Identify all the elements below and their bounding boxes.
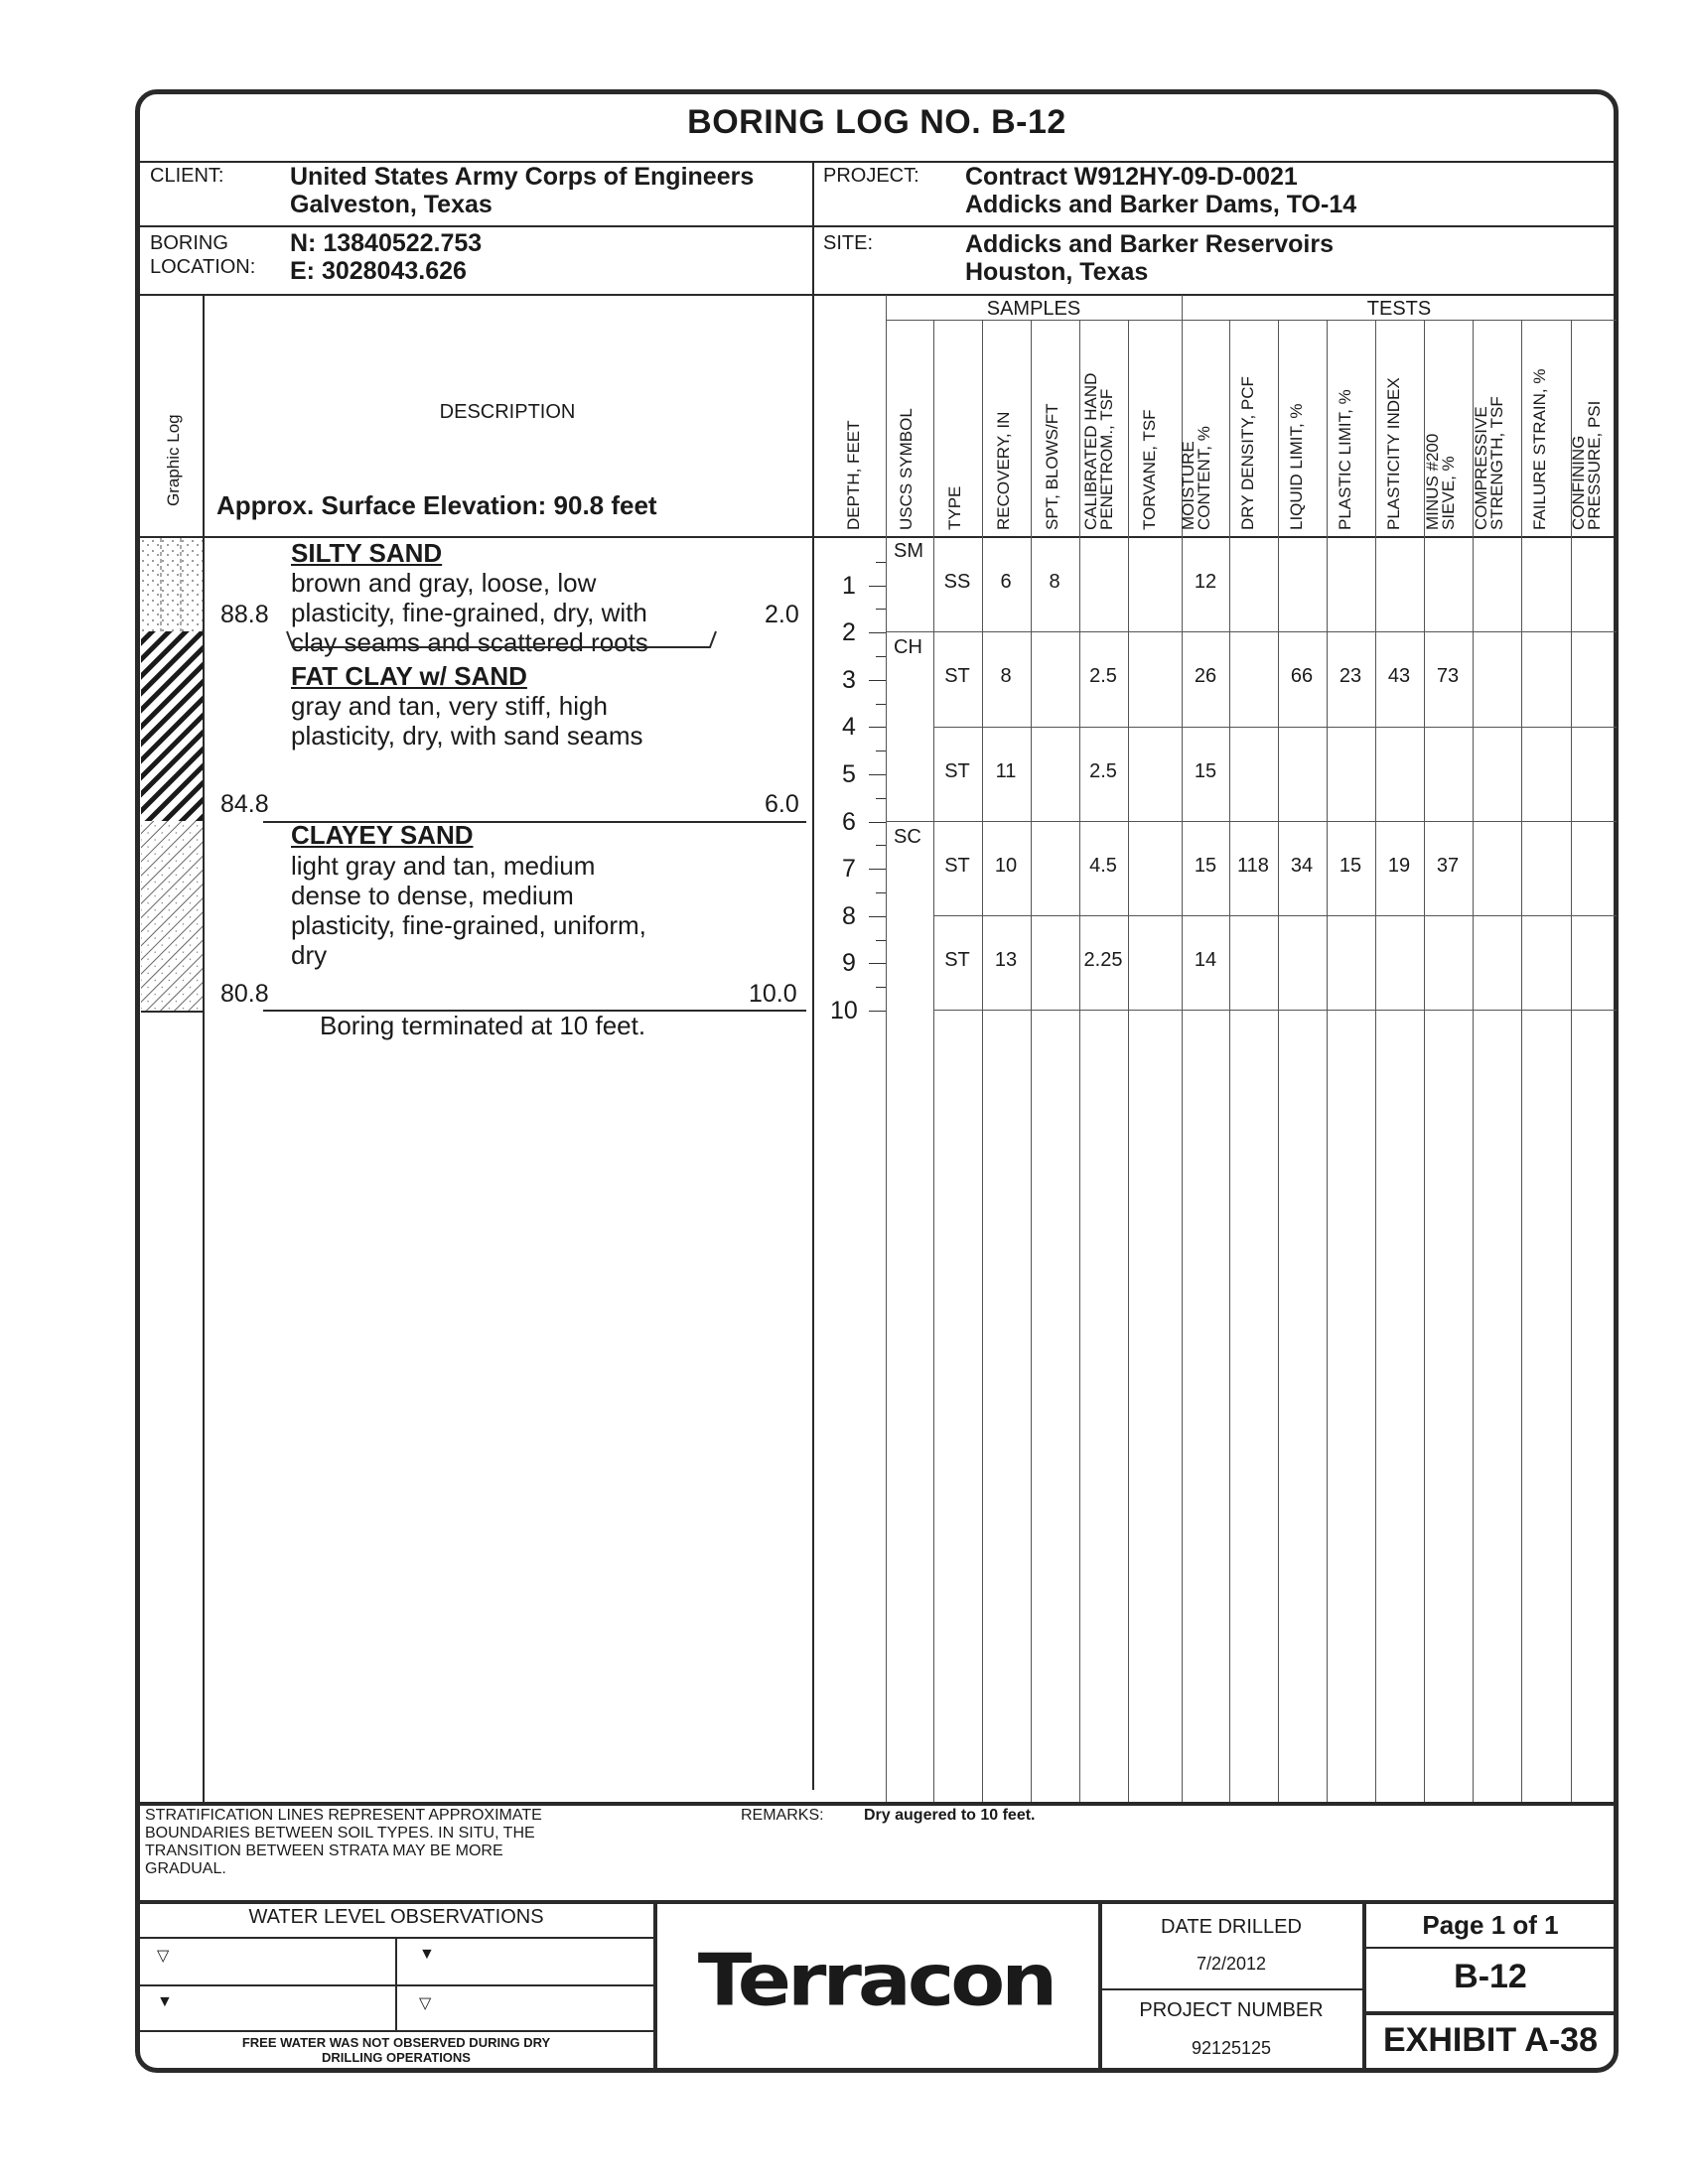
- site-name: Addicks and Barker Reservoirs: [965, 230, 1335, 258]
- divider: [203, 295, 205, 1803]
- sample-pl: 15: [1339, 854, 1362, 877]
- stratum-desc-line: dense to dense, medium: [291, 881, 574, 910]
- boring-location-label: [150, 231, 255, 279]
- uscs-symbol: SM: [894, 540, 923, 562]
- column-line: [933, 321, 934, 1802]
- divider: [1364, 2011, 1617, 2015]
- column-line: [1229, 321, 1230, 1802]
- surface-elevation: Approx. Surface Elevation: 90.8 feet: [216, 490, 657, 520]
- sample-calib: 4.5: [1089, 854, 1117, 877]
- depth-tick: [869, 822, 886, 823]
- easting: E: 3028043.626: [290, 257, 467, 285]
- client-name: United States Army Corps of Engineers: [290, 163, 755, 191]
- depth-label: 4: [842, 713, 856, 742]
- recovery-header: RECOVERY, IN: [994, 411, 1013, 530]
- divider: [1100, 1988, 1362, 1990]
- note-line: GRADUAL.: [145, 1860, 226, 1877]
- water-level-icon: ▼: [157, 1993, 173, 2010]
- depth-tick: [869, 916, 886, 917]
- water-level-icon: ▽: [157, 1948, 170, 1965]
- stratum-name: FAT CLAY w/ SAND: [291, 661, 527, 691]
- depth-tick: [869, 963, 886, 964]
- sample-calib: 2.5: [1089, 759, 1117, 782]
- boundary-line: [287, 631, 716, 647]
- column-line: [1571, 321, 1572, 1802]
- samples-header: SAMPLES: [986, 298, 1081, 320]
- failure-strain-header: FAILURE STRAIN, %: [1530, 368, 1549, 530]
- divider: [886, 821, 933, 822]
- divider: [139, 294, 1615, 296]
- stratum-bottom-depth: 10.0: [749, 980, 797, 1008]
- column-line: [1473, 321, 1474, 1802]
- liquid-limit-header: LIQUID LIMIT, %: [1287, 403, 1306, 530]
- sample-moisture: 14: [1194, 948, 1217, 971]
- confining-header-line1: CONFINING: [1569, 435, 1588, 530]
- depth-label: 6: [842, 807, 856, 836]
- stratum-bottom-depth: 6.0: [765, 790, 799, 818]
- sample-calib: 2.5: [1089, 665, 1117, 687]
- project-label: PROJECT:: [823, 165, 919, 187]
- sample-pi: 19: [1387, 854, 1411, 877]
- exhibit-number: EXHIBIT A-38: [1382, 2021, 1598, 2059]
- uscs-symbol: CH: [894, 636, 922, 658]
- divider: [139, 1802, 1615, 1806]
- northing: N: 13840522.753: [290, 229, 483, 257]
- stratification-note: [145, 1807, 645, 1878]
- sample-minus200: 73: [1436, 665, 1460, 687]
- remarks-label: REMARKS:: [741, 1807, 824, 1824]
- moisture-header-line1: MOISTURE: [1179, 441, 1198, 530]
- stratum-bottom-elevation: 84.8: [220, 790, 269, 818]
- stratum-desc-line: light gray and tan, medium: [291, 851, 596, 881]
- calibrated-header-line1: CALIBRATED HAND: [1081, 372, 1100, 530]
- project-number-label: PROJECT NUMBER: [1139, 1999, 1324, 2021]
- sample-moisture: 15: [1194, 759, 1217, 782]
- sample-recovery: 6: [1000, 571, 1012, 593]
- sample-recovery: 8: [1000, 665, 1012, 687]
- remarks: Dry augered to 10 feet.: [864, 1807, 1036, 1824]
- column-line: [1079, 321, 1080, 1802]
- spt-header: SPT, BLOWS/FT: [1043, 403, 1061, 530]
- row-line: [933, 821, 1617, 822]
- sample-moisture: 26: [1194, 665, 1217, 687]
- minus200-header-line1: MINUS #200: [1423, 433, 1442, 530]
- sample-pi: 43: [1387, 665, 1411, 687]
- plasticity-index-header: PLASTICITY INDEX: [1384, 377, 1403, 530]
- sample-ll: 34: [1290, 854, 1314, 877]
- depth-tick: [876, 940, 886, 941]
- calibrated-header: [1083, 373, 1115, 530]
- column-line: [1128, 321, 1129, 1802]
- clayey-sand-pattern: [141, 821, 203, 1011]
- divider: [886, 631, 933, 632]
- depth-header: DEPTH, FEET: [844, 420, 863, 530]
- location-label: LOCATION:: [150, 256, 256, 278]
- sample-moisture: 15: [1194, 854, 1217, 877]
- row-line: [933, 631, 1617, 632]
- fat-clay-pattern: [141, 631, 203, 821]
- boring-id: B-12: [1454, 1958, 1527, 1995]
- boring-label: BORING: [150, 232, 228, 254]
- torvane-header: TORVANE, TSF: [1140, 409, 1159, 530]
- stratum-desc-line: gray and tan, very stiff, high: [291, 691, 608, 721]
- client-label: CLIENT:: [150, 165, 224, 187]
- column-line: [1521, 321, 1522, 1802]
- minus200-header: [1425, 434, 1457, 530]
- stratum-desc-line: dry: [291, 940, 328, 970]
- depth-tick: [869, 1011, 886, 1012]
- stratum-desc-line: clay seams and scattered roots: [291, 627, 648, 657]
- sample-type: ST: [944, 854, 970, 877]
- divider: [139, 2030, 653, 2032]
- termination-note: Boring terminated at 10 feet.: [320, 1011, 646, 1040]
- page-title: BORING LOG NO. B-12: [687, 103, 1066, 141]
- stratum-name: SILTY SAND: [291, 538, 443, 568]
- depth-tick: [876, 562, 886, 563]
- depth-tick: [869, 774, 886, 775]
- stratum-desc-line: brown and gray, loose, low: [291, 568, 597, 598]
- water-note-line: FREE WATER WAS NOT OBSERVED DURING DRY: [241, 2035, 551, 2050]
- date-drilled: 7/2/2012: [1196, 1954, 1267, 1974]
- water-note: [139, 2035, 653, 2065]
- stratum-desc-line: plasticity, fine-grained, uniform,: [291, 910, 646, 940]
- depth-label: 8: [842, 901, 856, 930]
- column-line: [1424, 321, 1425, 1802]
- compressive-header-line1: COMPRESSIVE: [1472, 406, 1490, 530]
- row-line: [933, 727, 1617, 728]
- sample-recovery: 10: [994, 854, 1018, 877]
- divider: [395, 1937, 397, 2030]
- divider: [1364, 1947, 1617, 1949]
- divider: [653, 1902, 657, 2071]
- tests-header: TESTS: [1366, 298, 1432, 320]
- depth-tick: [869, 632, 886, 633]
- depth-tick: [876, 845, 886, 846]
- sample-recovery: 13: [994, 948, 1018, 971]
- plastic-limit-header: PLASTIC LIMIT, %: [1336, 389, 1354, 530]
- water-level-icon: ▼: [419, 1946, 435, 1963]
- column-line: [982, 321, 983, 1802]
- sample-ll: 66: [1290, 665, 1314, 687]
- stratum-name: CLAYEY SAND: [291, 820, 474, 850]
- column-line: [1278, 321, 1279, 1802]
- confining-header: [1571, 401, 1603, 530]
- water-note-line: DRILLING OPERATIONS: [322, 2050, 471, 2065]
- depth-label: 2: [842, 618, 856, 647]
- depth-label: 10: [830, 997, 858, 1024]
- sample-spt: 8: [1049, 571, 1060, 593]
- column-line: [1375, 321, 1376, 1802]
- stratum-desc-line: plasticity, fine-grained, dry, with: [291, 598, 647, 627]
- sample-recovery: 11: [995, 759, 1017, 782]
- sample-pl: 23: [1339, 665, 1362, 687]
- divider: [141, 1011, 203, 1013]
- depth-tick: [869, 869, 886, 870]
- column-line: [1327, 321, 1328, 1802]
- stratum-bottom-depth: 2.0: [765, 601, 799, 628]
- stratum-bottom-elevation: 80.8: [220, 980, 269, 1008]
- depth-tick: [876, 704, 886, 705]
- compressive-header-line2: STRENGTH, TSF: [1487, 396, 1506, 530]
- page-indicator: Page 1 of 1: [1422, 1910, 1559, 1940]
- type-header: TYPE: [945, 485, 964, 530]
- depth-tick: [869, 586, 886, 587]
- project-name: Addicks and Barker Dams, TO-14: [965, 191, 1357, 218]
- row-line: [933, 915, 1617, 916]
- row-line: [933, 1010, 1617, 1011]
- depth-tick: [876, 609, 886, 610]
- strata-boundaries: [204, 538, 812, 1015]
- client-location: Galveston, Texas: [290, 191, 493, 218]
- divider: [139, 1900, 1615, 1904]
- sample-type: ST: [944, 759, 970, 782]
- description-header: DESCRIPTION: [439, 401, 576, 423]
- silty-sand-pattern: [141, 538, 203, 631]
- sample-calib: 2.25: [1083, 948, 1123, 971]
- sample-dry-density: 118: [1237, 854, 1269, 877]
- divider: [812, 162, 814, 1790]
- stratum-desc-line: plasticity, dry, with sand seams: [291, 721, 643, 751]
- calibrated-header-line2: PENETROM., TSF: [1097, 388, 1116, 530]
- depth-label: 1: [842, 571, 856, 600]
- graphic-log: [141, 538, 203, 1011]
- stratum-bottom-elevation: 88.8: [220, 601, 269, 628]
- moisture-header: [1181, 426, 1212, 530]
- depth-label: 3: [842, 665, 856, 694]
- water-level-title: WATER LEVEL OBSERVATIONS: [248, 1906, 544, 1928]
- compressive-header: [1474, 396, 1505, 530]
- note-line: TRANSITION BETWEEN STRATA MAY BE MORE: [145, 1843, 503, 1859]
- uscs-symbol: SC: [894, 826, 921, 848]
- dry-density-header: DRY DENSITY, PCF: [1238, 376, 1257, 530]
- depth-tick: [876, 656, 886, 657]
- water-level-icon: ▽: [419, 1995, 432, 2012]
- graphic-log-header: Graphic Log: [164, 414, 183, 506]
- project-contract: Contract W912HY-09-D-0021: [965, 163, 1298, 191]
- sample-type: ST: [944, 948, 970, 971]
- sample-moisture: 12: [1194, 571, 1217, 593]
- moisture-header-line2: CONTENT, %: [1195, 426, 1213, 530]
- depth-label: 9: [842, 949, 856, 978]
- depth-tick: [876, 892, 886, 893]
- note-line: STRATIFICATION LINES REPRESENT APPROXIMATE: [145, 1807, 542, 1824]
- depth-label: 5: [842, 760, 856, 788]
- minus200-header-line2: SIEVE, %: [1439, 456, 1458, 530]
- note-line: BOUNDARIES BETWEEN SOIL TYPES. IN SITU, THE: [145, 1825, 535, 1842]
- terracon-logo: Terracon: [697, 1938, 1055, 2022]
- date-drilled-label: DATE DRILLED: [1161, 1916, 1302, 1938]
- sample-type: SS: [943, 571, 971, 593]
- column-line: [1031, 321, 1032, 1802]
- depth-tick: [876, 798, 886, 799]
- sample-type: ST: [944, 665, 970, 687]
- uscs-header: USCS SYMBOL: [897, 408, 916, 530]
- site-location: Houston, Texas: [965, 258, 1149, 286]
- depth-tick: [876, 987, 886, 988]
- depth-tick: [869, 727, 886, 728]
- site-label: SITE:: [823, 232, 874, 254]
- column-line: [886, 295, 887, 1802]
- depth-tick: [869, 680, 886, 681]
- project-number: 92125125: [1191, 2038, 1272, 2058]
- sample-minus200: 37: [1436, 854, 1460, 877]
- divider: [139, 225, 1615, 227]
- depth-label: 7: [842, 855, 856, 884]
- confining-header-line2: PRESSURE, PSI: [1585, 400, 1604, 530]
